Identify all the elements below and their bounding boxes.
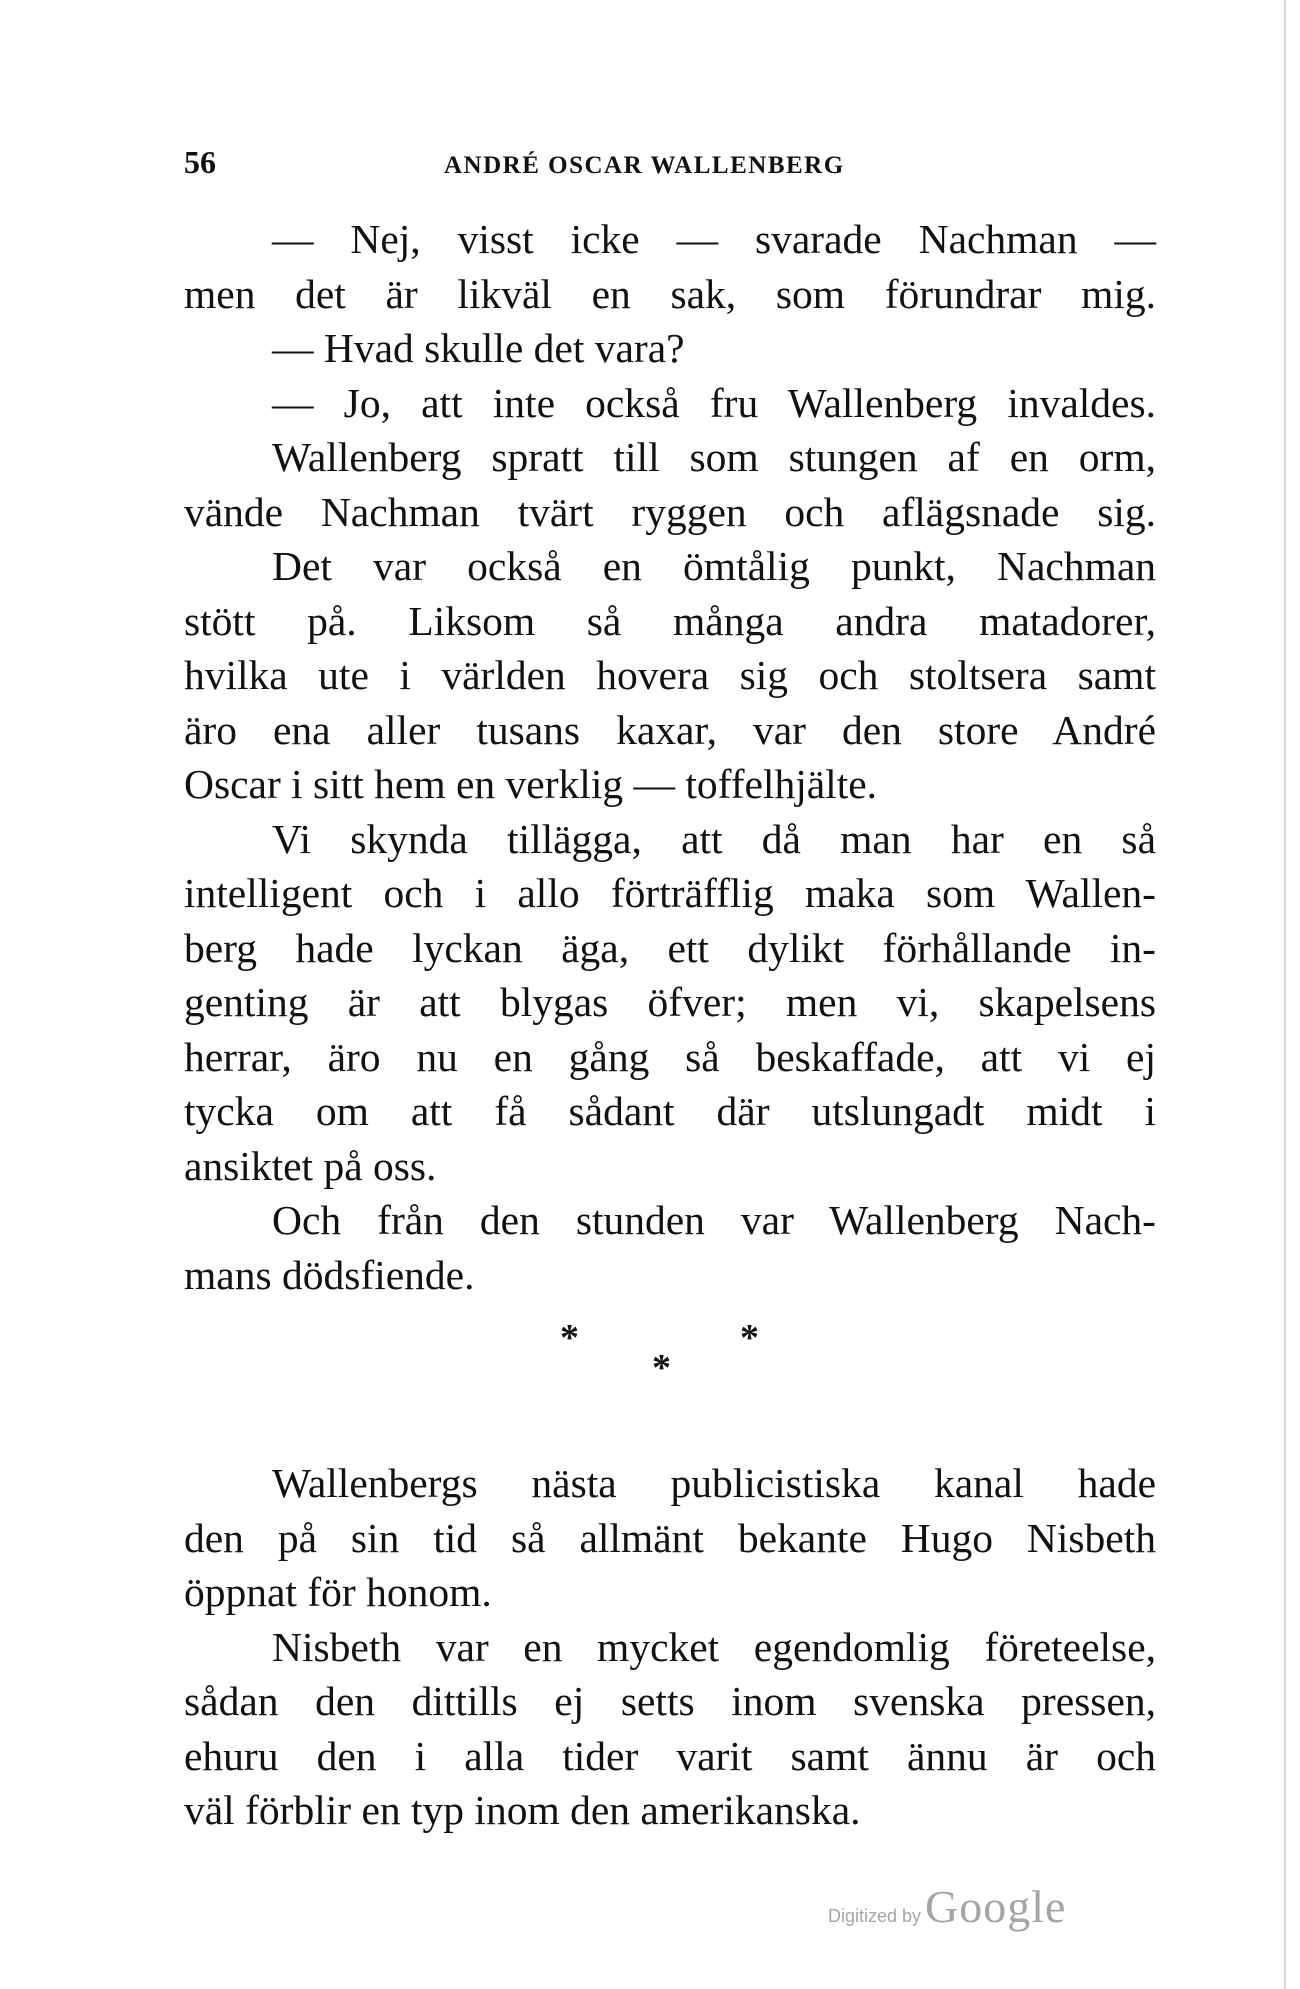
text-line: Wallenberg spratt till som stungen af en orm, <box>272 434 1156 480</box>
text-section-1 <box>184 212 1156 1302</box>
text-line: Nisbeth var en mycket egendomlig företeelse, <box>272 1623 1156 1670</box>
text-line: — Nej, visst icke — svarade Nachman — <box>272 216 1156 262</box>
asterisk-middle: * <box>652 1347 671 1389</box>
text-line: väl förblir en typ inom den amerikanska. <box>184 1787 861 1833</box>
text-line: vände Nachman tvärt ryggen och aflägsnade sig. <box>184 488 1156 535</box>
text-line: ehuru den i alla tider varit samt ännu är och <box>184 1732 1156 1779</box>
text-line: tycka om att få sådant där utslungadt midt i <box>184 1088 1156 1134</box>
digitized-watermark <box>828 1880 1066 1933</box>
text-line: Oscar i sitt hem en verklig — toffelhjälte. <box>184 761 878 807</box>
digitized-by-label: Digitized by <box>828 1906 922 1926</box>
running-head <box>184 144 1184 188</box>
text-line: öppnat för honom. <box>184 1569 492 1615</box>
text-line: hvilka ute i världen hovera sig och stoltsera samt <box>184 652 1156 698</box>
asterisk-left: * <box>560 1317 579 1359</box>
text-line: stött på. Liksom så många andra matadorer, <box>184 597 1156 644</box>
text-line: sådan den dittills ej setts inom svenska pressen, <box>184 1678 1156 1724</box>
text-line: Och från den stunden var Wallenberg Nach- <box>272 1197 1156 1243</box>
asterisk-right: * <box>740 1317 759 1359</box>
section-break-asterism <box>560 1316 780 1406</box>
text-line: — Jo, att inte också fru Wallenberg invaldes. <box>272 379 1156 426</box>
text-line: Det var också en ömtålig punkt, Nachman <box>272 543 1156 589</box>
text-line: mans dödsfiende. <box>184 1251 475 1298</box>
text-section-2 <box>184 1456 1156 1838</box>
text-line: — Hvad skulle det vara? <box>272 325 685 371</box>
header-title: ANDRÉ OSCAR WALLENBERG <box>444 152 845 179</box>
page-number: 56 <box>184 144 216 180</box>
text-line: men det är likväl en sak, som förundrar mig. <box>184 270 1156 317</box>
text-line: herrar, äro nu en gång så beskaffade, att vi ej <box>184 1033 1156 1080</box>
text-line: Vi skynda tillägga, att då man har en så <box>272 815 1156 862</box>
text-line: ansiktet på oss. <box>184 1142 437 1189</box>
text-line: Wallenbergs nästa publicistiska kanal hade <box>272 1460 1156 1506</box>
text-line: äro ena aller tusans kaxar, var den store André <box>184 706 1156 753</box>
page-edge <box>1284 0 1286 1989</box>
text-line: den på sin tid så allmänt bekante Hugo Nisbeth <box>184 1514 1156 1561</box>
google-logo: Google <box>925 1881 1067 1932</box>
text-line: intelligent och i allo förträfflig maka som Wallen- <box>184 870 1156 916</box>
text-line: genting är att blygas öfver; men vi, skapelsens <box>184 979 1156 1025</box>
text-line: berg hade lyckan äga, ett dylikt förhållande in- <box>184 924 1156 971</box>
